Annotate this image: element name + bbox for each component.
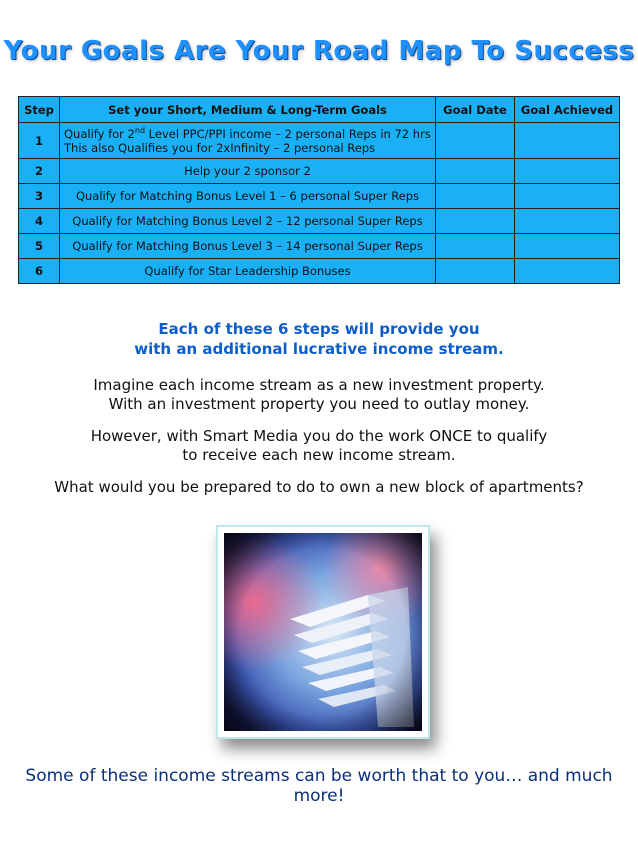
goal-cell: Qualify for Matching Bonus Level 2 – 12 personal Super Reps	[60, 209, 436, 234]
income-message-line2: with an additional lucrative income stream.	[134, 340, 504, 358]
goal-date-cell[interactable]	[436, 184, 515, 209]
page-title: Your Goals Are Your Road Map To Success	[3, 36, 635, 66]
goals-table	[18, 96, 620, 284]
goal-cell: Qualify for Star Leadership Bonuses	[60, 259, 436, 284]
ordinal-suffix: nd	[134, 125, 146, 135]
smart-media-text-line1: However, with Smart Media you do the work ONCE to qualify	[90, 427, 548, 445]
step-number: 1	[19, 123, 60, 159]
goal-achieved-cell[interactable]	[515, 184, 620, 209]
apartments-question: What would you be prepared to do to own a new block of apartments?	[54, 478, 584, 496]
table-row	[19, 234, 620, 259]
step-number: 5	[19, 234, 60, 259]
table-row	[19, 259, 620, 284]
goal-line1-text: Qualify for 2	[64, 126, 135, 141]
goal-date-cell[interactable]	[436, 123, 515, 159]
table-row	[19, 184, 620, 209]
step-number: 2	[19, 159, 60, 184]
goal-date-cell[interactable]	[436, 259, 515, 284]
goal-achieved-cell[interactable]	[515, 259, 620, 284]
goal-achieved-cell[interactable]	[515, 159, 620, 184]
goal-achieved-cell[interactable]	[515, 209, 620, 234]
header-step: Step	[19, 97, 60, 123]
table-row	[19, 123, 620, 159]
goal-cell	[60, 123, 436, 159]
goal-date-cell[interactable]	[436, 234, 515, 259]
table-row	[19, 209, 620, 234]
goal-cell: Help your 2 sponsor 2	[60, 159, 436, 184]
income-message-line1: Each of these 6 steps will provide you	[158, 320, 480, 338]
smart-media-text-line2: to receive each new income stream.	[182, 446, 456, 464]
goal-cell: Qualify for Matching Bonus Level 3 – 14 personal Super Reps	[60, 234, 436, 259]
goal-achieved-cell[interactable]	[515, 234, 620, 259]
investment-text-line2: With an investment property you need to outlay money.	[108, 395, 530, 413]
step-number: 6	[19, 259, 60, 284]
goal-date-cell[interactable]	[436, 159, 515, 184]
goal-date-cell[interactable]	[436, 209, 515, 234]
closing-statement: Some of these income streams can be worth that to you… and much more!	[25, 766, 613, 806]
goal-cell: Qualify for Matching Bonus Level 1 – 6 personal Super Reps	[60, 184, 436, 209]
goal-line1-rest: Level PPC/PPI income – 2 personal Reps in 72 hrs	[145, 126, 431, 141]
step-number: 3	[19, 184, 60, 209]
header-goal-achieved: Goal Achieved	[515, 97, 620, 123]
building-photo	[216, 525, 430, 739]
table-row	[19, 159, 620, 184]
goal-achieved-cell[interactable]	[515, 123, 620, 159]
table-header-row	[19, 97, 620, 123]
investment-text-line1: Imagine each income stream as a new investment property.	[93, 376, 545, 394]
building-image	[218, 527, 428, 737]
goal-line2-text: This also Qualifies you for 2xInfinity – 2 personal Reps	[64, 140, 376, 155]
header-goals: Set your Short, Medium & Long-Term Goals	[60, 97, 436, 123]
header-goal-date: Goal Date	[436, 97, 515, 123]
step-number: 4	[19, 209, 60, 234]
